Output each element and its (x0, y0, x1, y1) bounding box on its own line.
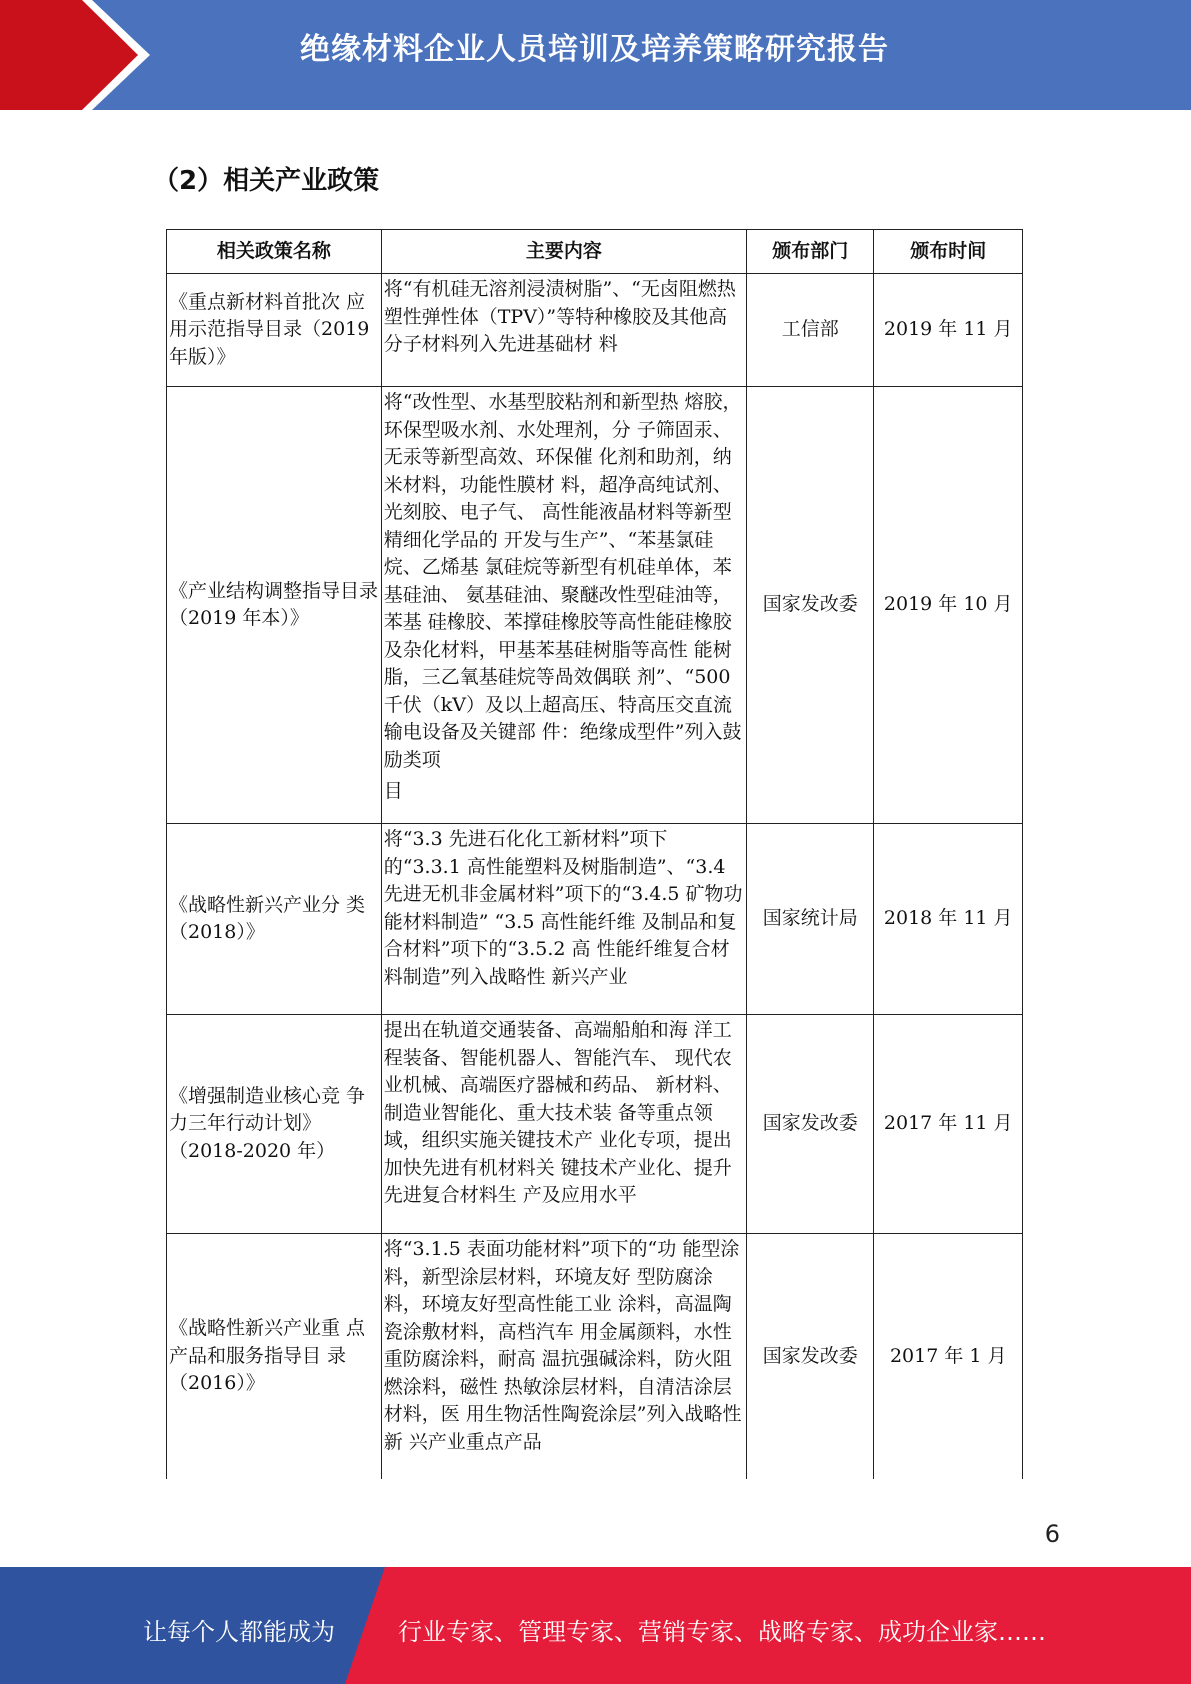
policy-name-cell: 《战略性新兴产业重 点产品和服务指导目 录（2016）》 (167, 1234, 382, 1479)
policy-content-cell (381, 387, 746, 824)
header-policy-name: 相关政策名称 (167, 230, 382, 274)
header-arrow-red (0, 0, 138, 110)
date-cell: 2018 年 11 月 (874, 824, 1023, 1015)
department-cell: 国家发改委 (747, 1234, 874, 1479)
header-arrow-decoration (0, 0, 160, 110)
policy-table (166, 229, 1023, 1479)
page-number: 6 (1044, 1520, 1060, 1548)
policy-content-text: 将“改性型、水基型胶粘剂和新型热 熔胶，环保型吸水剂、水处理剂，分 子筛固汞、无汞等新型高效、环保催 化剂和助剂，纳米材料，功能性膜材 料，超净高纯试剂、光刻胶、电子气、 高性能液晶材料等新型精细化学品的 开发与生产”、“苯基氯硅烷、乙烯基 氯硅烷等新型有机硅单体，苯基硅油、 氨基硅油、聚醚改性型硅油等，苯基 硅橡胶、苯撑硅橡胶等高性能硅橡胶 及杂化材料，甲基苯基硅树脂等高性 能树脂，三乙氧基硅烷等咼效偶联 剂”、“500 千伏（kV）及以上超高压、特高压交直流输电设备及关键部 件：绝缘成型件”列入鼓励类项 (383, 391, 742, 771)
date-cell: 2019 年 10 月 (874, 387, 1023, 824)
policy-name-cell: 《增强制造业核心竞 争力三年行动计划》（2018-2020 年） (167, 1015, 382, 1234)
header-main-content: 主要内容 (381, 230, 746, 274)
department-cell: 国家统计局 (747, 824, 874, 1015)
policy-content-tail: 目 (383, 780, 403, 802)
footer-slogan-left: 让每个人都能成为 (143, 1618, 335, 1646)
policy-name-cell: 《产业结构调整指导目录（2019 年本）》 (167, 387, 382, 824)
table-row (167, 1015, 1023, 1234)
policy-content-cell: 将“有机硅无溶剂浸渍树脂”、“无卤阻燃热塑性弹性体（TPV）”等特种橡胶及其他高分子材料列入先进基础材 料 (381, 274, 746, 387)
department-cell: 工信部 (747, 274, 874, 387)
policy-content-cell: 将“3.1.5 表面功能材料”项下的“功 能型涂料，新型涂层材料，环境友好 型防腐涂料，环境友好型高性能工业 涂料，高温陶瓷涂敷材料，高档汽车 用金属颜料，水性重防腐涂料，耐高 温抗强碱涂料，防火阻燃涂料，磁性 热敏涂层材料，自清洁涂层材料，医 用生物活性陶瓷涂层”列入战略性新 兴产业重点产品 (381, 1234, 746, 1479)
table-header-row (167, 230, 1023, 274)
document-title: 绝缘材料企业人员培训及培养策略研究报告 (300, 32, 889, 67)
policy-name-cell: 《战略性新兴产业分 类（2018）》 (167, 824, 382, 1015)
policy-name-cell: 《重点新材料首批次 应用示范指导目录（2019 年版）》 (167, 274, 382, 387)
date-cell: 2017 年 11 月 (874, 1015, 1023, 1234)
date-cell: 2019 年 11 月 (874, 274, 1023, 387)
department-cell: 国家发改委 (747, 1015, 874, 1234)
table-row (167, 824, 1023, 1015)
policy-content-cell: 将“3.3 先进石化化工新材料”项下的“3.3.1 高性能塑料及树脂制造”、“3.4 先进无机非金属材料”项下的“3.4.5 矿物功能材料制造” “3.5 高性能纤维 及制品和复合材料”项下的“3.5.2 高 性能纤维复合材料制造”列入战略性 新兴产业 (381, 824, 746, 1015)
section-heading: （2）相关产业政策 (153, 166, 380, 196)
department-cell: 国家发改委 (747, 387, 874, 824)
header-date: 颁布时间 (874, 230, 1023, 274)
table-row (167, 274, 1023, 387)
table-row (167, 1234, 1023, 1479)
table-row (167, 387, 1023, 824)
footer-slogan-right: 行业专家、管理专家、营销专家、战略专家、成功企业家…… (398, 1618, 1046, 1646)
date-cell: 2017 年 1 月 (874, 1234, 1023, 1479)
header-department: 颁布部门 (747, 230, 874, 274)
policy-content-cell: 提出在轨道交通装备、高端船舶和海 洋工程装备、智能机器人、智能汽车、 现代农业机械、高端医疗器械和药品、 新材料、制造业智能化、重大技术装 备等重点领域，组织实施关键技术产 业化专项，提出加快先进有机材料关 键技术产业化、提升先进复合材料生 产及应用水平 (381, 1015, 746, 1234)
